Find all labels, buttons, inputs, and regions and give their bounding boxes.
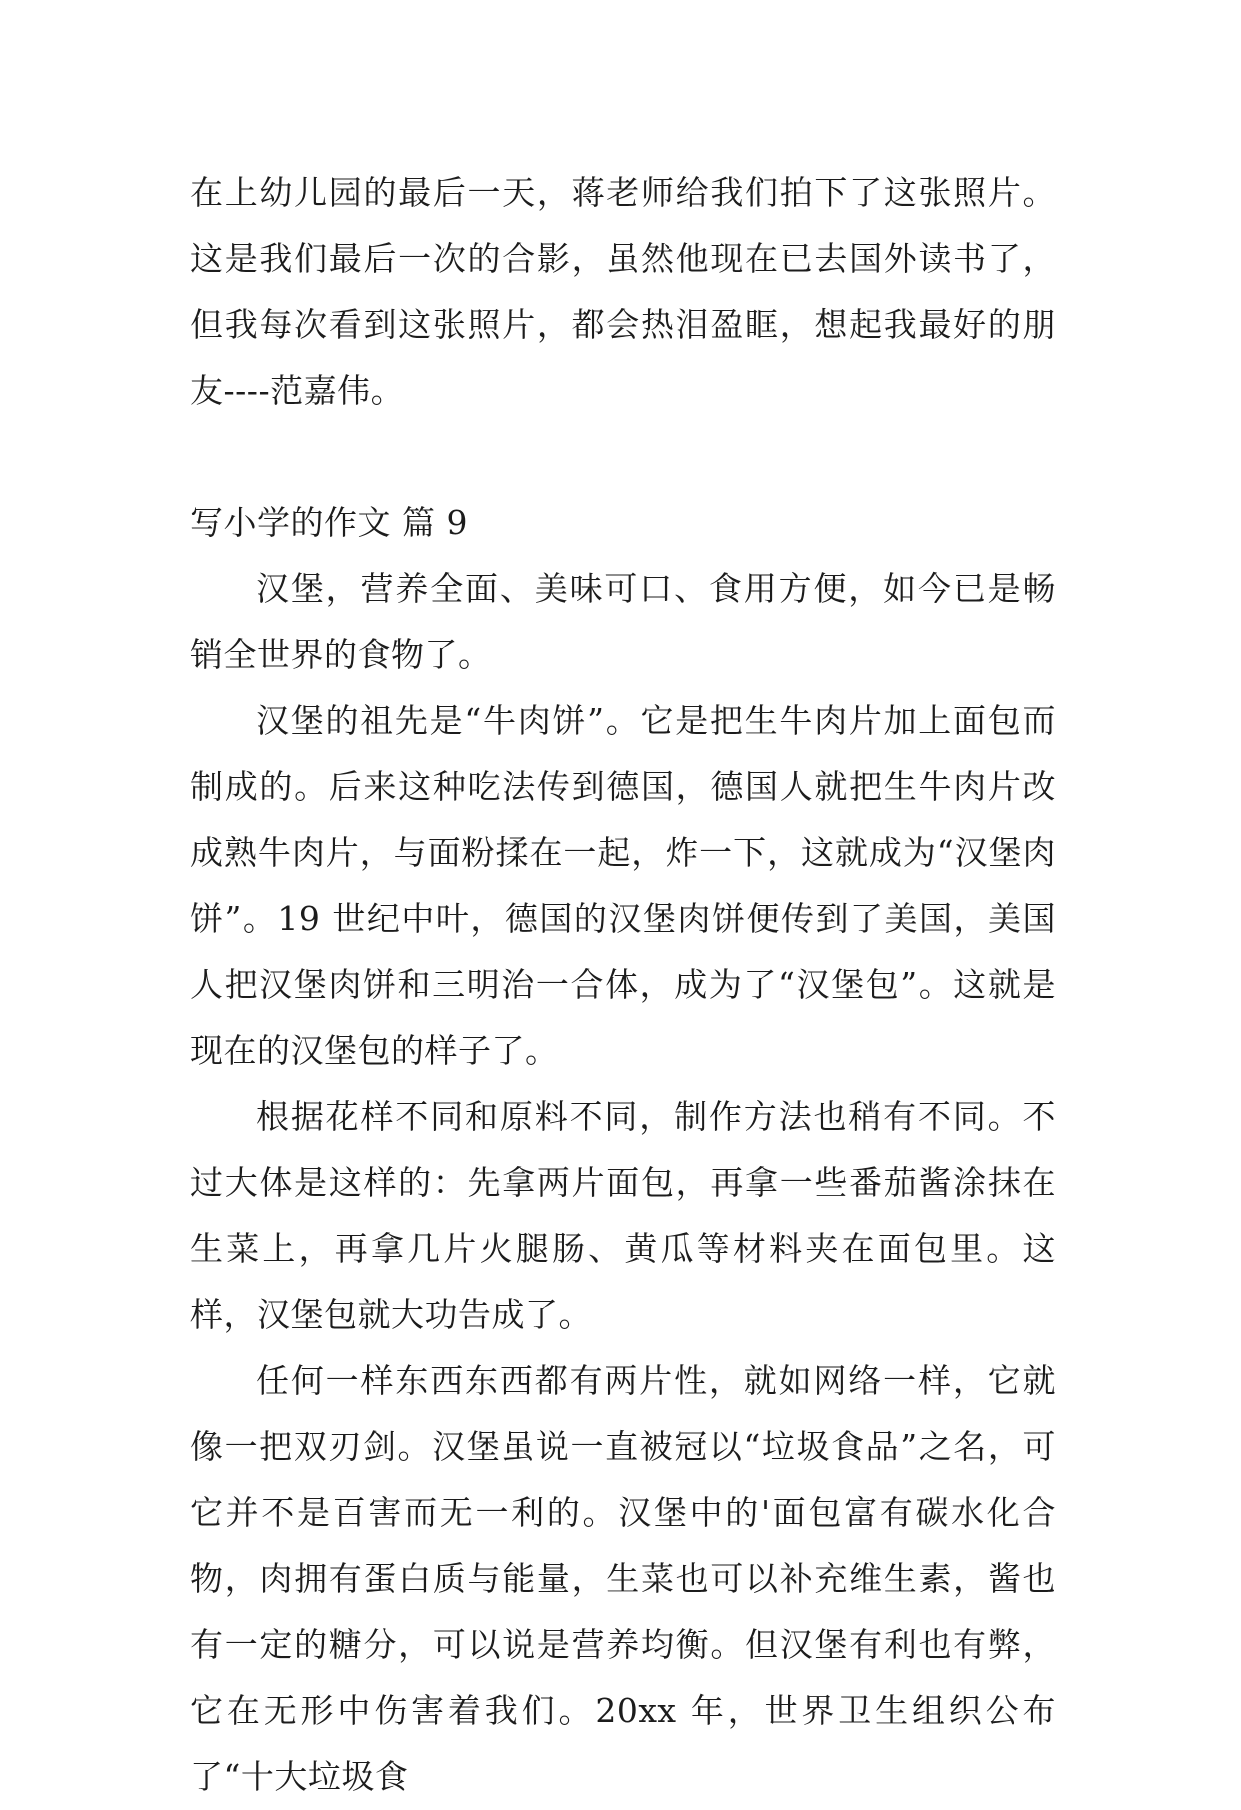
body-paragraph: 根据花样不同和原料不同，制作方法也稍有不同。不过大体是这样的：先拿两片面包，再拿一些番茄酱涂抹在生菜上，再拿几片火腿肠、黄瓜等材料夹在面包里。这样，汉堡包就大功告成了。 bbox=[190, 1097, 1056, 1334]
section-heading: 写小学的作文 篇 9 bbox=[190, 503, 468, 542]
body-paragraph: 任何一样东西东西都有两片性，就如网络一样，它就像一把双刃剑。汉堡虽说一直被冠以“垃圾食品”之名，可它并不是百害而无一利的。汉堡中的'面包富有碳水化合物，肉拥有蛋白质与能量，生菜也可以补充维生素，酱也有一定的糖分，可以说是营养均衡。但汉堡有利也有弊，它在无形中伤害着我们。20xx 年，世界卫生组织公布了“十大垃圾食 bbox=[190, 1361, 1056, 1796]
document-body bbox=[190, 160, 1056, 1810]
intro-paragraph: 在上幼儿园的最后一天，蒋老师给我们拍下了这张照片。这是我们最后一次的合影，虽然他现在已去国外读书了，但我每次看到这张照片，都会热泪盈眶，想起我最好的朋友----范嘉伟。 bbox=[190, 173, 1056, 410]
body-paragraph: 汉堡，营养全面、美味可口、食用方便，如今已是畅销全世界的食物了。 bbox=[190, 569, 1056, 674]
body-paragraph: 汉堡的祖先是“牛肉饼”。它是把生牛肉片加上面包而制成的。后来这种吃法传到德国，德国人就把生牛肉片改成熟牛肉片，与面粉揉在一起，炸一下，这就成为“汉堡肉饼”。19 世纪中叶，德国的汉堡肉饼便传到了美国，美国人把汉堡肉饼和三明治一合体，成为了“汉堡包”。这就是现在的汉堡包的样子了。 bbox=[190, 701, 1056, 1070]
